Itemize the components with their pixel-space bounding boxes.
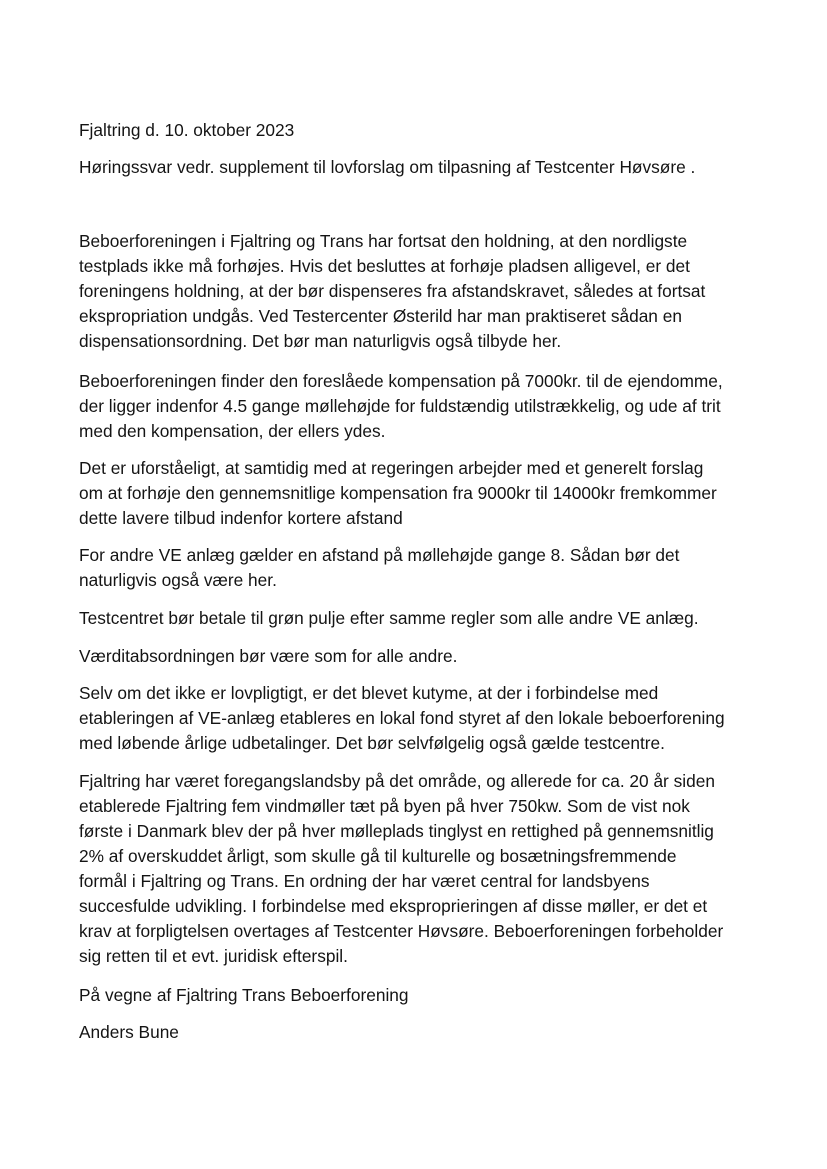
paragraph-line: dette lavere tilbud indenfor kortere afstand (79, 508, 403, 528)
paragraph-line: ekspropriation undgås. Ved Testercenter Østerild har man praktiseret sådan en (79, 306, 682, 326)
paragraph-4 (79, 543, 679, 593)
paragraph-line: første i Danmark blev der på hver mølleplads tinglyst en rettighed på gennemsnitlig (79, 821, 714, 841)
subject-line: Høringssvar vedr. supplement til lovforslag om tilpasning af Testcenter Høvsøre . (79, 157, 696, 177)
paragraph-line: dispensationsordning. Det bør man naturligvis også tilbyde her. (79, 331, 562, 351)
paragraph-line: krav at forpligtelsen overtages af Testcenter Høvsøre. Beboerforeningen forbeholder (79, 921, 724, 941)
paragraph-line: Beboerforeningen finder den foreslåede kompensation på 7000kr. til de ejendomme, (79, 371, 723, 391)
paragraph-3 (79, 456, 717, 531)
paragraph-line: Værditabsordningen bør være som for alle andre. (79, 646, 458, 666)
paragraph-line: testplads ikke må forhøjes. Hvis det besluttes at forhøje pladsen alligevel, er det (79, 256, 690, 276)
paragraph-line: Testcentret bør betale til grøn pulje efter samme regler som alle andre VE anlæg. (79, 608, 699, 628)
paragraph-line: etablerede Fjaltring fem vindmøller tæt på byen på hver 750kw. Som de vist nok (79, 796, 690, 816)
paragraph-line: foreningens holdning, at der bør dispenseres fra afstandskravet, således at fortsat (79, 281, 706, 301)
paragraph-line: 2% af overskuddet årligt, som skulle gå til kulturelle og bosætningsfremmende (79, 846, 677, 866)
paragraph-line: succesfulde udvikling. I forbindelse med eksproprieringen af disse møller, er det et (79, 896, 708, 916)
paragraph-line: Fjaltring har været foregangslandsby på det område, og allerede for ca. 20 år siden (79, 771, 715, 791)
paragraph-line: etableringen af VE-anlæg etableres en lokal fond styret af den lokale beboerforening (79, 708, 725, 728)
paragraph-line: med den kompensation, der ellers ydes. (79, 421, 386, 441)
paragraph-line: naturligvis også være her. (79, 570, 277, 590)
paragraph-line: Det er uforståeligt, at samtidig med at regeringen arbejder med et generelt forslag (79, 458, 704, 478)
paragraph-2 (79, 369, 723, 444)
paragraph-line: der ligger indenfor 4.5 gange møllehøjde for fuldstændig utilstrækkelig, og ude af trit (79, 396, 721, 416)
closing-line: På vegne af Fjaltring Trans Beboerforening (79, 985, 409, 1005)
paragraph-line: Beboerforeningen i Fjaltring og Trans har fortsat den holdning, at den nordligste (79, 231, 688, 251)
signature: Anders Bune (79, 1022, 179, 1042)
paragraph-line: For andre VE anlæg gælder en afstand på møllehøjde gange 8. Sådan bør det (79, 545, 680, 565)
paragraph-5 (79, 606, 699, 631)
paragraph-line: Selv om det ikke er lovpligtigt, er det blevet kutyme, at der i forbindelse med (79, 683, 659, 703)
paragraph-7 (79, 681, 725, 756)
paragraph-line: om at forhøje den gennemsnitlige kompensation fra 9000kr til 14000kr fremkommer (79, 483, 717, 503)
paragraph-1 (79, 229, 705, 354)
date-line: Fjaltring d. 10. oktober 2023 (79, 120, 295, 140)
paragraph-line: sig retten til et evt. juridisk efterspil. (79, 946, 348, 966)
paragraph-6 (79, 644, 457, 669)
paragraph-line: formål i Fjaltring og Trans. En ordning der har været central for landsbyens (79, 871, 650, 891)
paragraph-line: med løbende årlige udbetalinger. Det bør selvfølgelig også gælde testcentre. (79, 733, 665, 753)
paragraph-8 (79, 769, 723, 969)
